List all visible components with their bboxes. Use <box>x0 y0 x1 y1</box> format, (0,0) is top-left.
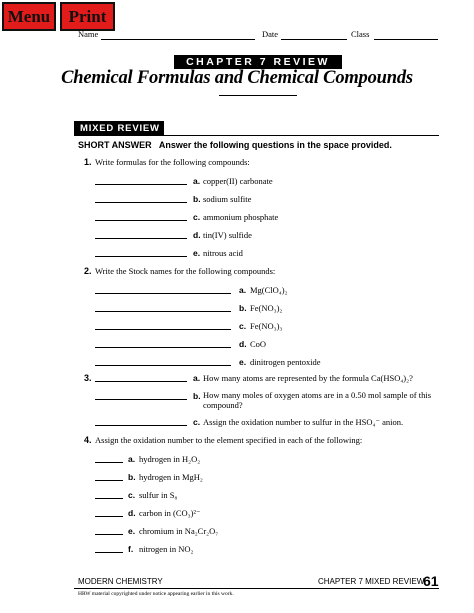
item-text: CoO <box>250 339 267 349</box>
section-label: MIXED REVIEW <box>74 121 164 135</box>
q3-number: 3. <box>84 373 92 383</box>
item-letter: b. <box>239 303 247 313</box>
item-text: Fe(NO₃)₂ <box>250 303 283 313</box>
name-label: Name <box>78 29 99 39</box>
item-letter: a. <box>193 373 201 383</box>
instructions-heading: SHORT ANSWER <box>78 140 152 150</box>
answer-line[interactable] <box>95 256 187 257</box>
answer-line[interactable] <box>95 425 187 426</box>
answer-line[interactable] <box>95 238 187 239</box>
answer-line[interactable] <box>95 516 123 517</box>
item-text: ammonium phosphate <box>203 212 279 222</box>
item-letter: b. <box>128 472 136 482</box>
title-underline <box>219 95 297 96</box>
item-text: hydrogen in MgH₂ <box>139 472 203 482</box>
footer-rule <box>74 588 439 589</box>
class-line <box>374 39 438 40</box>
q1-prompt: Write formulas for the following compounds: <box>95 157 250 167</box>
item-letter: c. <box>193 417 201 427</box>
item-letter: a. <box>193 176 201 186</box>
date-line <box>281 39 347 40</box>
chapter-label: CHAPTER 7 REVIEW <box>174 55 342 69</box>
item-letter: e. <box>128 526 136 536</box>
answer-line[interactable] <box>95 552 123 553</box>
item-letter: e. <box>239 357 247 367</box>
q2-number: 2. <box>84 266 92 276</box>
item-text: sulfur in S₈ <box>139 490 178 500</box>
item-letter: f. <box>128 544 134 554</box>
footer-left: MODERN CHEMISTRY <box>78 577 163 586</box>
answer-line[interactable] <box>95 498 123 499</box>
class-label: Class <box>351 29 370 39</box>
answer-line[interactable] <box>95 347 231 348</box>
answer-line[interactable] <box>95 534 123 535</box>
answer-line[interactable] <box>95 329 231 330</box>
item-letter: a. <box>128 454 136 464</box>
print-button[interactable]: Print <box>60 2 115 31</box>
q4-prompt: Assign the oxidation number to the element specified in each of the following: <box>95 435 363 445</box>
item-letter: c. <box>128 490 136 500</box>
item-text: Assign the oxidation number to sulfur in the HSO₄⁻ anion. <box>203 417 404 427</box>
instructions-text: Answer the following questions in the space provided. <box>158 140 392 150</box>
page-number: 61 <box>423 573 439 589</box>
item-text: How many atoms are represented by the formula Ca(HSO₄)₂? <box>203 373 413 383</box>
page-title: Chemical Formulas and Chemical Compounds <box>61 68 413 88</box>
item-letter: d. <box>193 230 201 240</box>
name-line <box>101 39 255 40</box>
item-letter: d. <box>239 339 247 349</box>
answer-line[interactable] <box>95 311 231 312</box>
footer-right: CHAPTER 7 MIXED REVIEW <box>318 577 425 586</box>
q4-number: 4. <box>84 435 92 445</box>
item-text: Mg(ClO₄)₂ <box>250 285 288 295</box>
date-label: Date <box>262 29 279 39</box>
copyright-notice: HRW material copyrighted under notice appearing earlier in this work. <box>78 591 234 597</box>
menu-button[interactable]: Menu <box>2 2 56 31</box>
answer-line[interactable] <box>95 462 123 463</box>
item-text: nitrogen in NO₂ <box>139 544 194 554</box>
answer-line[interactable] <box>95 365 231 366</box>
answer-line[interactable] <box>95 381 187 382</box>
item-text: sodium sulfite <box>203 194 252 204</box>
answer-line[interactable] <box>95 480 123 481</box>
item-letter: b. <box>193 391 201 401</box>
item-text: hydrogen in H₂O₂ <box>139 454 201 464</box>
item-letter: c. <box>239 321 247 331</box>
instructions <box>78 140 392 150</box>
answer-line[interactable] <box>95 293 231 294</box>
item-text: tin(IV) sulfide <box>203 230 252 240</box>
item-letter: c. <box>193 212 201 222</box>
item-letter: b. <box>193 194 201 204</box>
item-text: nitrous acid <box>203 248 243 258</box>
q2-prompt: Write the Stock names for the following compounds: <box>95 266 276 276</box>
q1-number: 1. <box>84 157 92 167</box>
item-letter: d. <box>128 508 136 518</box>
item-text: copper(II) carbonate <box>203 176 273 186</box>
item-letter: e. <box>193 248 201 258</box>
item-text: Fe(NO₃)₃ <box>250 321 283 331</box>
item-text: chromium in Na₂Cr₂O₇ <box>139 526 219 536</box>
item-text: dinitrogen pentoxide <box>250 357 321 367</box>
item-text: carbon in (CO₃)²⁻ <box>139 508 201 518</box>
answer-line[interactable] <box>95 202 187 203</box>
item-text: How many moles of oxygen atoms are in a 0.50 mol sample of this compound? <box>203 390 432 410</box>
answer-line[interactable] <box>95 184 187 185</box>
section-rule <box>74 135 439 136</box>
answer-line[interactable] <box>95 399 187 400</box>
item-letter: a. <box>239 285 247 295</box>
answer-line[interactable] <box>95 220 187 221</box>
